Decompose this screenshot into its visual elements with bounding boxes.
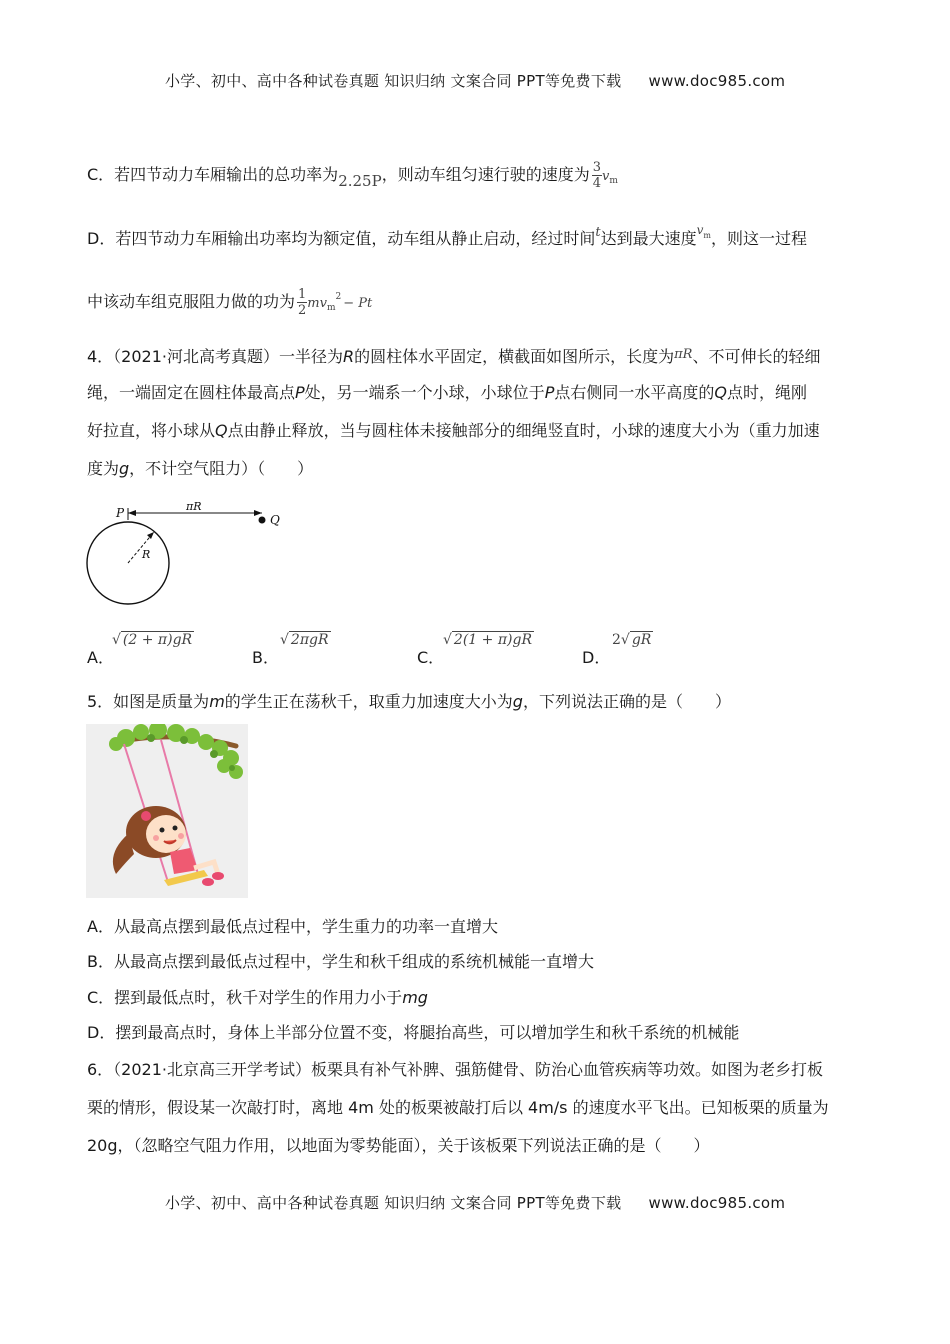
header-site: www.doc985.com [648, 72, 786, 90]
q4-option-d: D． [582, 648, 611, 667]
page-header [165, 70, 785, 91]
q3-c-fraction: $\frac{3}{4}$ [592, 160, 601, 191]
footer-site: www.doc985.com [648, 1194, 786, 1212]
q5-stem: 5．如图是质量为m的学生正在荡秋千，取重力加速度大小为g，下列说法正确的是（ ） [87, 692, 731, 711]
page-footer [165, 1192, 785, 1213]
ball-q [259, 517, 266, 524]
q3-d-t: t [595, 225, 601, 240]
label-p: P [116, 506, 125, 520]
footer-text: 小学、初中、高中各种试卷真题 知识归纳 文案合同 PPT等免费下载 [165, 1194, 622, 1212]
q6-stem-line1: 6．（2021·北京高三开学考试）板栗具有补气补脾、强筋健骨、防治心血管疾病等功效。如图为老乡打板 [87, 1060, 823, 1079]
header-text: 小学、初中、高中各种试卷真题 知识归纳 文案合同 PPT等免费下载 [165, 72, 622, 90]
q4-option-b-expr: √ 2πgR [280, 632, 329, 648]
q3-d-fraction: $\frac{1}{2}$ [298, 287, 307, 318]
q3-d-text: D．若四节动力车厢输出功率均为额定值，动车组从静止启动，经过时间 [87, 229, 596, 248]
q3-option-d: D．若四节动力车厢输出功率均为额定值，动车组从静止启动，经过时间$^t$达到最大速度$^{vm}$，则这一过程 [87, 223, 807, 248]
q6-stem-line3: 20g，（忽略空气阻力作用，以地面为零势能面），关于该板栗下列说法正确的是（ ） [87, 1136, 710, 1155]
q4-stem-line1: 4．（2021·河北高考真题）一半径为R的圆柱体水平固定，横截面如图所示，长度为$^{\pi R}$、不可伸长的轻细 [87, 347, 821, 366]
q4-option-a: A． [87, 648, 114, 667]
label-q: Q [270, 513, 280, 527]
q4-cylinder-figure [80, 500, 290, 612]
q4-stem-line2: 绳，一端固定在圆柱体最高点P处，另一端系一个小球，小球位于P点右侧同一水平高度的Q点时，绳刚 [87, 383, 807, 402]
q3-d-vm: v [696, 223, 704, 237]
q5-option-c: C．摆到最低点时，秋千对学生的作用力小于mg [87, 988, 428, 1007]
q5-option-b: B．从最高点摆到最低点过程中，学生和秋千组成的系统机械能一直增大 [87, 952, 594, 971]
q4-stem-line3: 好拉直，将小球从Q点由静止释放，当与圆柱体未接触部分的细绳竖直时，小球的速度大小为（重力加速 [87, 421, 820, 440]
q3-option-c: C．若四节动力车厢输出的总功率为2.25P，则动车组匀速行驶的速度为 $\frac{3}{4}$ $v_m$ [87, 160, 618, 191]
q3-option-d-line2: 中该动车组克服阻力做的功为 $\frac{1}{2}$ $mv_m^2 - Pt$ [87, 287, 373, 318]
q4-option-c-expr: √ 2(1 + π)gR [443, 632, 532, 648]
q4-option-d-expr: 2√ gR [612, 632, 652, 648]
q4-stem-line4: 度为g，不计空气阻力）（ ） [87, 459, 314, 478]
arrow-right-icon [254, 510, 262, 516]
q3-c-power: 2.25P [338, 172, 382, 190]
q3-d-work: mv [307, 296, 327, 311]
arrow-left-icon [128, 510, 136, 516]
q4-option-a-expr: √ (2 + π)gR [112, 632, 193, 648]
q3-c-text: C．若四节动力车厢输出的总功率为 [87, 165, 339, 184]
label-r: R [142, 548, 151, 561]
label-pi-r: πR [186, 500, 202, 513]
q4-option-b: B． [252, 648, 279, 667]
q6-stem-line2: 栗的情形，假设某一次敲打时，离地 4m 处的板栗被敲打后以 4m/s 的速度水平飞出。已知板栗的质量为 [87, 1098, 829, 1117]
q4-option-c: C． [417, 648, 445, 667]
q5-option-a: A．从最高点摆到最低点过程中，学生重力的功率一直增大 [87, 917, 498, 936]
swing-girl-image [86, 724, 248, 898]
q3-c-text2: ，则动车组匀速行驶的速度为 [381, 165, 590, 184]
q3-c-v: v [601, 169, 610, 184]
q5-option-d: D．摆到最高点时，身体上半部分位置不变，将腿抬高些，可以增加学生和秋千系统的机械能 [87, 1023, 740, 1042]
